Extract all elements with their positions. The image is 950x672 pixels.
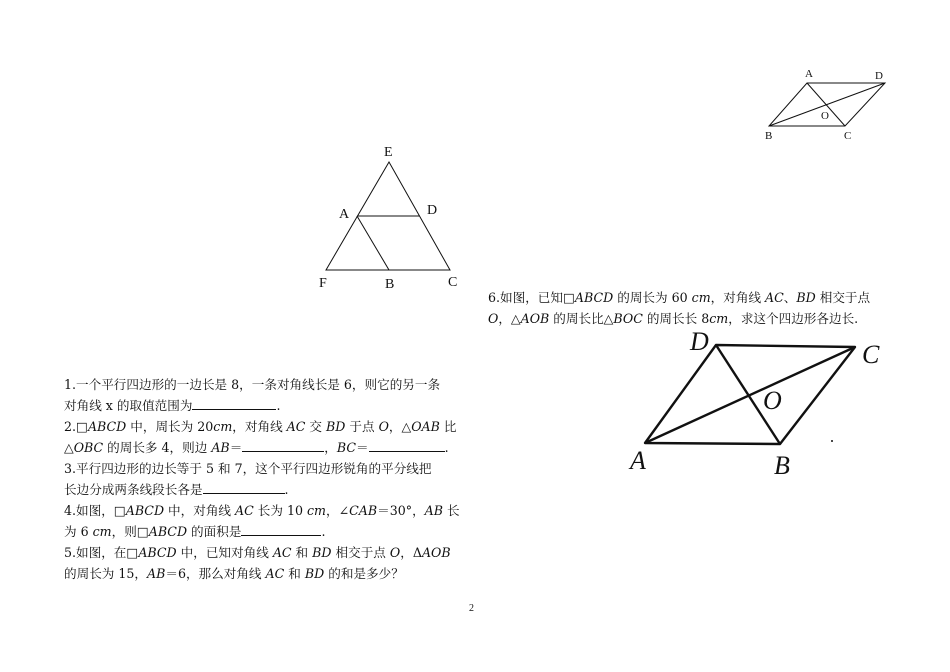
text: ，△ <box>388 419 412 434</box>
large-diagonal-ac <box>645 347 855 443</box>
text: 交 <box>305 419 327 434</box>
text: 的周长长 8 <box>642 311 710 326</box>
unit-cm: cm <box>213 419 233 434</box>
answer-blank-2b[interactable] <box>369 439 445 452</box>
problem-5-line-1 <box>64 542 460 563</box>
text: 比 <box>439 419 457 434</box>
text: 5.如图，在 <box>64 545 127 560</box>
figure-large-parallelogram <box>620 325 890 485</box>
text: 的周长为 60 <box>613 290 692 305</box>
segment-ab <box>357 216 389 270</box>
large-label-c: C <box>862 340 880 369</box>
answer-blank-4[interactable] <box>241 523 321 536</box>
text: 对角线 x 的取值范围为 <box>64 398 193 413</box>
problem-1-line-2 <box>64 395 460 416</box>
text: ， <box>324 440 337 455</box>
text: 的周长比△ <box>549 311 614 326</box>
text: 和 <box>284 566 305 581</box>
text: 的周长为 15， <box>64 566 147 581</box>
math-abcd: ABCD <box>138 545 177 560</box>
math-ac: AC <box>265 566 285 581</box>
math-bd: BD <box>796 290 816 305</box>
math-obc: OBC <box>73 440 104 455</box>
large-label-b: B <box>774 451 790 480</box>
text: 4.如图， <box>64 503 114 518</box>
text: 相交于点 <box>815 290 871 305</box>
text: ＝ <box>356 440 369 455</box>
tri-label-e: E <box>384 145 393 160</box>
problem-1-line-1 <box>64 374 460 395</box>
figure-triangle <box>310 138 470 298</box>
problem-5-line-2 <box>64 563 460 584</box>
text: 2. <box>64 419 77 434</box>
math-ac: AC <box>286 419 306 434</box>
text: ＝ <box>229 440 243 455</box>
text: 中，对角线 <box>164 503 236 518</box>
tri-label-c: C <box>448 275 458 290</box>
problem-2-line-1 <box>64 416 460 437</box>
tri-label-b: B <box>385 277 395 292</box>
text: ，∠ <box>326 503 350 518</box>
text: ＝30°， <box>377 503 425 518</box>
text: 的周长多 4，则边 <box>103 440 212 455</box>
text: . <box>321 524 326 539</box>
small-label-b: B <box>765 130 773 142</box>
text: ，Δ <box>400 545 422 560</box>
figure-small-parallelogram <box>760 62 895 147</box>
math-ab: AB <box>211 440 230 455</box>
problem-6-line-1 <box>488 287 870 308</box>
tri-label-d: D <box>427 203 438 218</box>
large-parallelogram-svg <box>620 325 890 485</box>
parallelogram-symbol: □ <box>136 524 149 539</box>
text: 相交于点 <box>331 545 390 560</box>
text: 的和是多少？ <box>324 566 404 581</box>
answer-blank-3[interactable] <box>203 481 285 494</box>
math-abcd: ABCD <box>574 290 614 305</box>
problem-6 <box>488 287 870 329</box>
small-label-c: C <box>844 130 852 142</box>
unit-cm: cm <box>709 311 729 326</box>
parallelogram-symbol: □ <box>76 419 88 434</box>
math-boc: BOC <box>613 311 643 326</box>
problem-2-line-2 <box>64 437 460 458</box>
math-ab: AB <box>147 566 166 581</box>
math-abcd: ABCD <box>148 524 188 539</box>
text: 3.平行四边形的边长等于 5 和 7，这个平行四边形锐角的平分线把 <box>64 461 432 476</box>
text: 和 <box>291 545 313 560</box>
text: 长为 10 <box>253 503 307 518</box>
problem-4-line-2 <box>64 521 460 542</box>
math-oab: OAB <box>411 419 440 434</box>
parallelogram-symbol: □ <box>126 545 139 560</box>
answer-blank-1[interactable] <box>192 397 276 410</box>
small-parallelogram-svg <box>760 62 895 147</box>
text: ，对角线 <box>232 419 287 434</box>
text: 长 <box>443 503 460 518</box>
problems-left-column <box>64 374 460 584</box>
math-abcd: ABCD <box>125 503 165 518</box>
text: 、 <box>783 290 797 305</box>
parallelogram-symbol: □ <box>113 503 126 518</box>
math-ac: AC <box>272 545 292 560</box>
unit-cm: cm <box>92 524 112 539</box>
math-o: O <box>488 311 499 326</box>
text: ，对角线 <box>710 290 766 305</box>
text: △ <box>64 440 74 455</box>
text: . <box>284 482 289 497</box>
unit-cm: cm <box>691 290 711 305</box>
math-abcd: ABCD <box>87 419 127 434</box>
math-bd: BD <box>326 419 346 434</box>
page-number: 2 <box>469 603 474 614</box>
text: 的面积是 <box>187 524 242 539</box>
text: . <box>444 440 449 455</box>
math-ab: AB <box>424 503 444 518</box>
unit-cm: cm <box>307 503 326 518</box>
text: ，求这个四边形各边长. <box>728 311 859 326</box>
math-ac: AC <box>765 290 784 305</box>
text: 中，周长为 20 <box>126 419 214 434</box>
math-bc: BC <box>336 440 356 455</box>
tri-label-a: A <box>339 207 350 222</box>
problem-3-line-2 <box>64 479 460 500</box>
small-label-o: O <box>821 110 829 122</box>
text: ，则 <box>111 524 137 539</box>
large-label-a: A <box>630 446 646 475</box>
problem-4-line-1 <box>64 500 460 521</box>
text: 1.一个平行四边形的一边长是 8，一条对角线长是 6，则它的另一条 <box>64 377 441 392</box>
small-label-a: A <box>805 68 813 80</box>
text: 中，已知对角线 <box>176 545 273 560</box>
small-label-d: D <box>875 70 883 82</box>
text: 长边分成两条线段长各是 <box>64 482 203 497</box>
problem-3-line-1 <box>64 458 460 479</box>
tri-label-f: F <box>319 276 327 291</box>
text: ＝6，那么对角线 <box>165 566 266 581</box>
large-label-d: D <box>690 327 709 356</box>
text: 于点 <box>345 419 379 434</box>
answer-blank-2a[interactable] <box>242 439 324 452</box>
math-aob: AOB <box>520 311 550 326</box>
parallelogram-symbol: □ <box>563 290 575 305</box>
triangle-svg <box>310 138 470 298</box>
math-ac: AC <box>235 503 254 518</box>
math-bd: BD <box>312 545 332 560</box>
text: ，△ <box>498 311 521 326</box>
math-o: O <box>378 419 389 434</box>
stray-dot <box>831 440 833 442</box>
large-label-o: O <box>763 386 782 415</box>
text: . <box>276 398 281 413</box>
math-bd: BD <box>304 566 325 581</box>
text: 为 6 <box>64 524 93 539</box>
math-aob: AOB <box>421 545 451 560</box>
math-cab: CAB <box>349 503 378 518</box>
math-o: O <box>389 545 401 560</box>
text: 6.如图，已知 <box>488 290 563 305</box>
